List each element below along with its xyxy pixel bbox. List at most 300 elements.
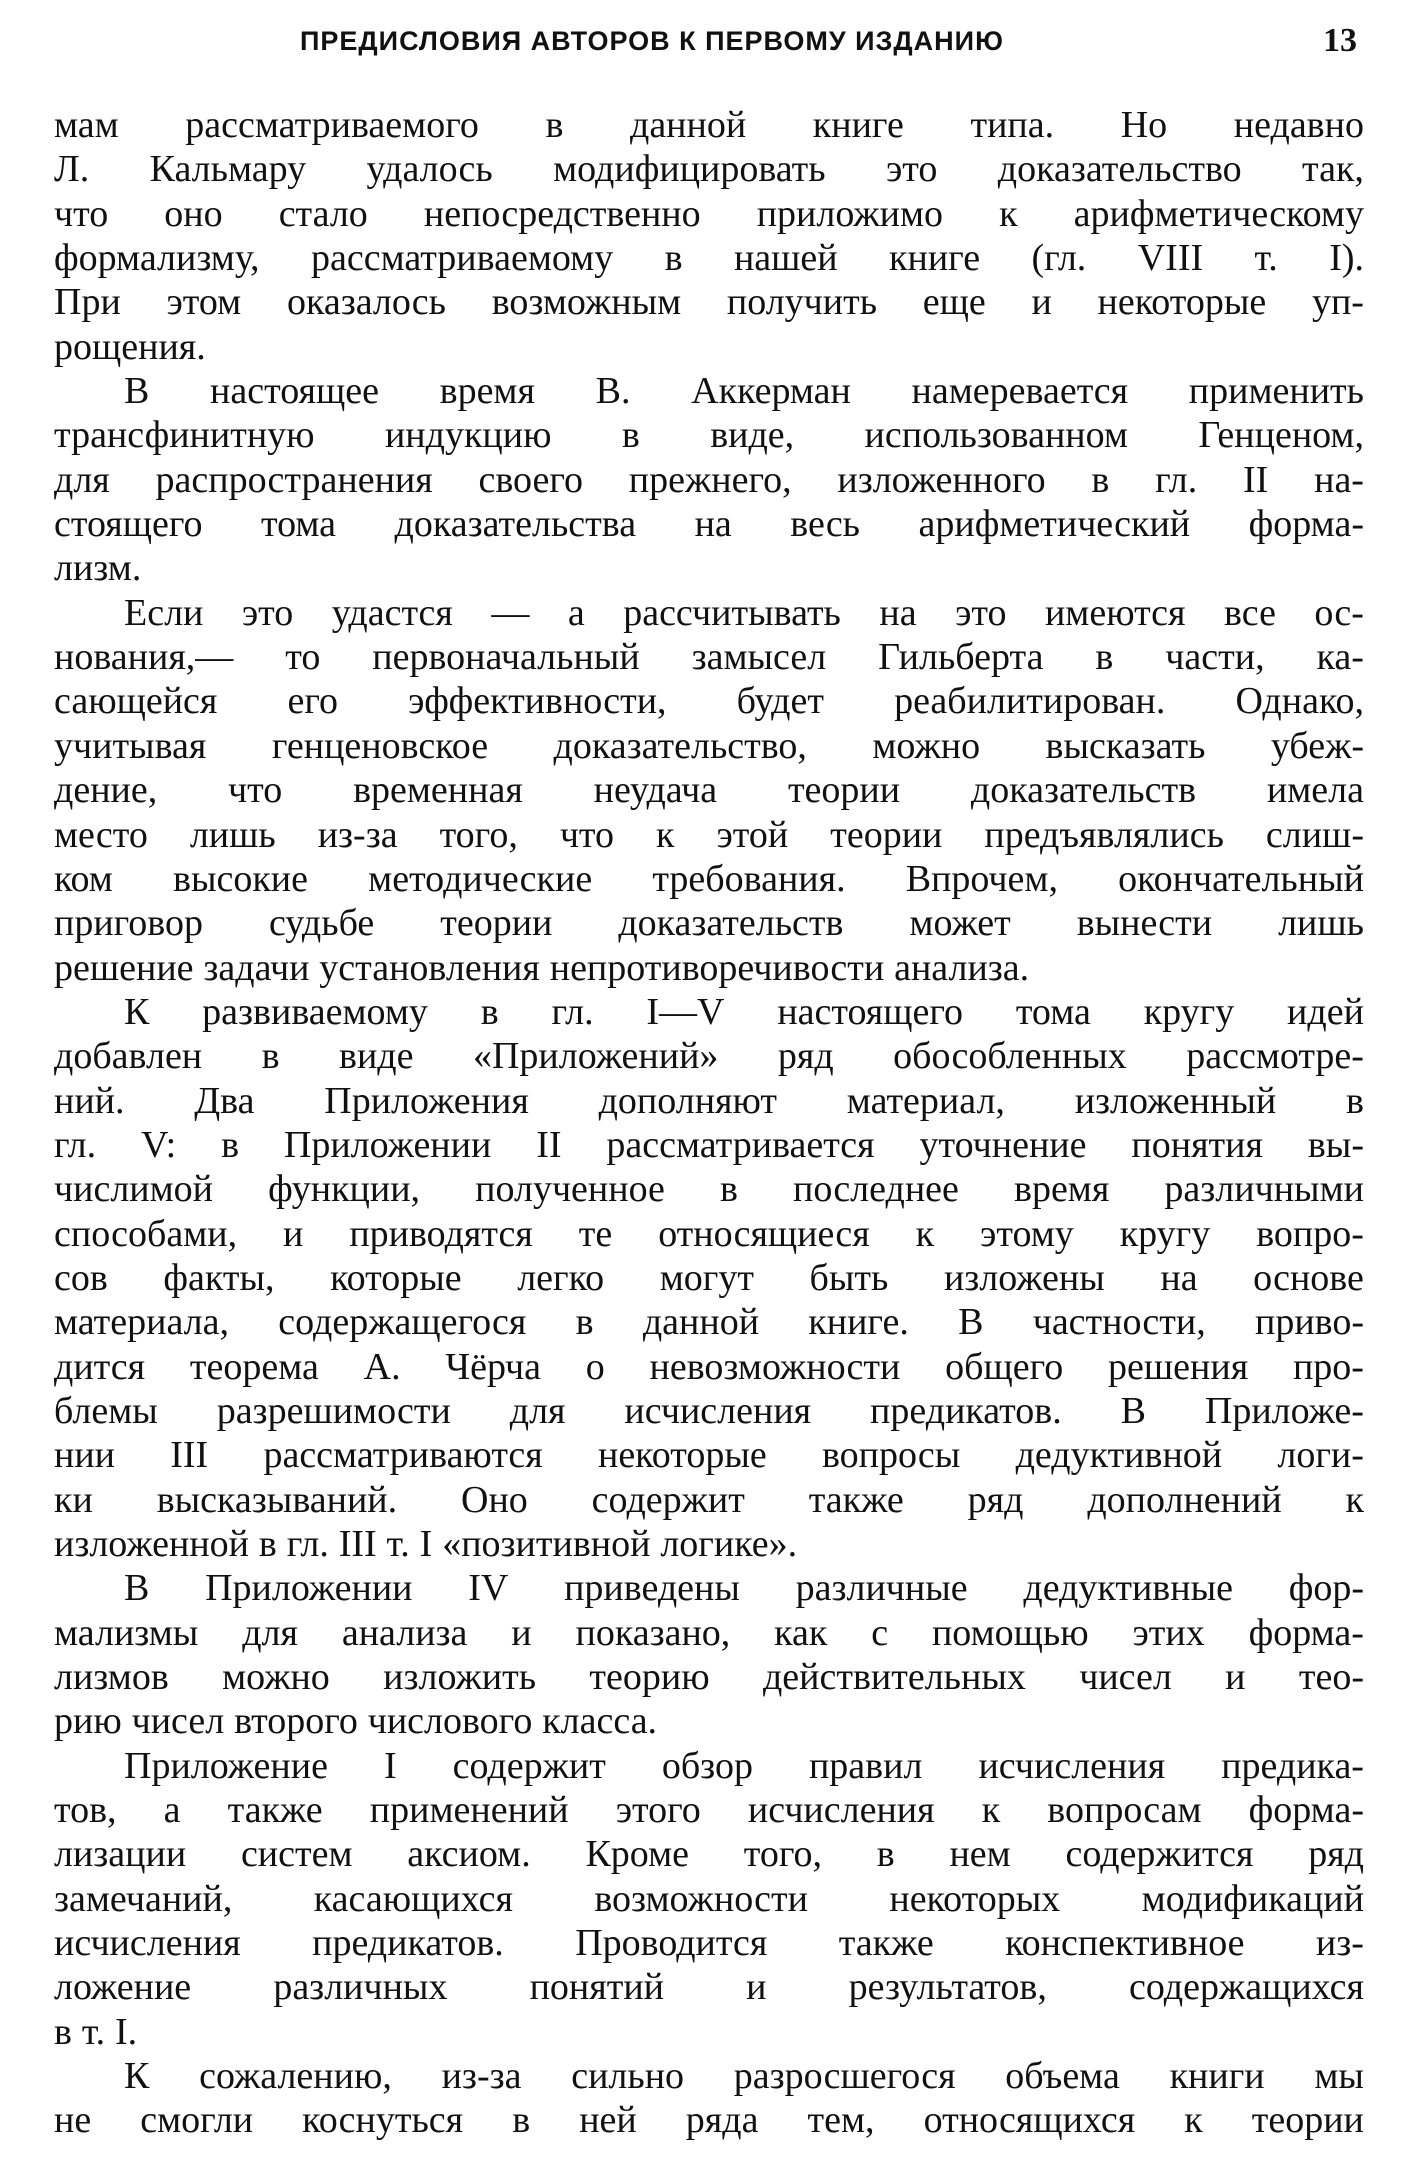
word: полученное [475,1168,665,1211]
word: — [491,591,530,634]
word: К [124,990,150,1033]
word: высказать [1045,724,1206,767]
word: некоторые [1097,281,1267,324]
word: добавлен [54,1035,203,1078]
word: В [124,1567,150,1610]
word: в [545,104,564,146]
text-line [54,1522,1364,1566]
word: а [163,1789,181,1832]
text-line [54,1478,1364,1522]
word: кругу [1143,990,1235,1033]
word: Кроме [585,1833,689,1876]
word: показано, [575,1611,731,1654]
word: нии [54,1434,116,1477]
word: задачи [203,946,310,989]
word: о [585,1345,605,1388]
word: предикатов. [870,1389,1062,1432]
word: для [242,1611,298,1654]
word: решения [1108,1345,1249,1388]
word: как [774,1611,828,1654]
word: все [1224,591,1276,634]
word: Если [124,591,204,634]
word: Приложении [205,1567,413,1610]
word: учитывая [54,724,207,767]
word: Л. [54,148,90,191]
word: гл. [286,1523,329,1565]
word: место [54,813,148,856]
word: того, [439,813,518,856]
text-line [54,1699,1364,1743]
page-number: 13 [1323,22,1357,59]
word: чисел [1079,1656,1172,1699]
word: систем [240,1833,353,1876]
word: тео- [1298,1656,1364,1699]
word: обособленных [893,1035,1127,1078]
word: недавно [1233,104,1364,146]
word: настоящего [777,990,964,1033]
word: неудача [593,769,718,812]
word: нем [949,1833,1011,1876]
word: относящиеся [658,1212,870,1255]
word: смогли [140,2099,254,2142]
word: Генценом, [1198,414,1364,457]
word: вопросам [1047,1789,1202,1832]
word: уп- [1311,281,1364,324]
word: быть [809,1256,889,1299]
text-line [54,502,1364,546]
word: ряд [777,1035,834,1078]
word: а [567,591,585,634]
word: кругу [1119,1212,1211,1255]
text-line [54,679,1364,723]
word: тома [1015,990,1091,1033]
word: Оно [461,1478,528,1521]
word: получить [726,281,878,324]
word: При [54,281,121,324]
word: виде [339,1035,414,1078]
word: исчисления [624,1389,812,1432]
word: в [258,1523,277,1565]
word: арифметическому [1073,192,1364,235]
word: тем, [807,2099,875,2142]
text-line [54,103,1364,147]
word: и [1031,281,1052,324]
body-text [54,103,1364,2143]
word: в [54,2010,72,2053]
text-line [54,2098,1364,2142]
word: Чёрча [445,1345,541,1388]
word: числимой [54,1168,213,1211]
word: анализа [341,1611,468,1654]
word: изложить [383,1656,537,1699]
word: к [999,192,1018,235]
word: приводятся [349,1212,533,1255]
text-line [54,813,1364,857]
word: форма- [1248,1789,1364,1832]
word: приво- [1254,1301,1364,1344]
text-line [54,635,1364,679]
word: сающейся [54,680,218,723]
word: I. [114,2010,138,2053]
word: лизмов [54,1656,169,1699]
text-line [54,2054,1364,2098]
word: III [170,1434,209,1477]
word: и [511,1611,532,1654]
word: теории [830,813,943,856]
word: т. [386,1523,410,1565]
word: также [808,1478,904,1521]
word: намеревается [911,370,1129,413]
text-line [54,192,1364,236]
word: про- [1292,1345,1364,1388]
word: частности, [1032,1301,1206,1344]
text-line [54,1123,1364,1167]
word: ней [579,2099,637,2142]
word: распространения [155,458,433,501]
word: можно [872,724,981,767]
word: теории [787,769,901,812]
word: т. [81,2010,106,2053]
word: Приложении [283,1123,492,1166]
word: методические [368,857,593,900]
word: слиш- [1265,813,1364,856]
word: высказываний. [156,1478,398,1521]
word: установления [319,946,540,989]
word: не [54,2099,92,2142]
word: В [958,1301,984,1344]
word: стоящего [54,503,203,546]
word: дополняют [598,1079,778,1122]
word: что [559,813,615,856]
word: VIII [1137,237,1204,280]
word: в [575,1301,594,1344]
word: решение [54,946,194,989]
word: книге. [808,1301,909,1344]
word: возможным [491,281,682,324]
word: замысел [691,636,827,679]
word: применений [369,1789,569,1832]
word: содержит [591,1478,745,1521]
word: форма- [1248,503,1364,546]
word: теорема [189,1345,319,1388]
word: содержится [1065,1833,1254,1876]
word: тов, [54,1789,117,1832]
text-line [54,546,1364,590]
word: II [1243,458,1269,501]
word: стало [278,192,368,235]
word: вынести [1076,902,1213,945]
word: в [221,1123,240,1166]
word: высокие [173,857,309,900]
word: блемы [54,1389,158,1432]
word: имеются [1044,591,1186,634]
word: К [124,2055,150,2098]
word: В. [595,370,631,413]
word: мализмы [54,1611,199,1654]
word: дение, [54,769,158,812]
word: в [512,2099,531,2142]
word: анализа. [894,946,1030,989]
word: обзор [661,1744,753,1787]
word: на [694,503,732,546]
word: приговор [54,902,203,945]
word: некоторые [597,1434,767,1477]
word: реабилитирован. [894,680,1166,723]
word: фор- [1288,1567,1364,1610]
word: и [1225,1656,1246,1699]
word: модифицировать [553,148,826,191]
word: Приложения [324,1079,529,1122]
word: логи- [1277,1434,1364,1477]
word: некоторых [889,1877,1061,1920]
word: форма- [1248,1611,1364,1654]
text-line [54,1256,1364,1300]
word: ки [54,1478,93,1521]
word: ряда [685,2099,759,2142]
word: непротиворечивости [549,946,885,989]
word: окончательный [1118,857,1364,900]
word: книги [1169,2055,1265,2098]
word: теорию [589,1656,710,1699]
text-line [54,1877,1364,1921]
word: изложены [943,1256,1105,1299]
word: вопро- [1256,1212,1364,1255]
word: идей [1287,990,1364,1033]
text-line [54,236,1364,280]
word: возможности [594,1877,808,1920]
word: еще [922,281,986,324]
word: рассматривается [606,1123,875,1166]
word: что [228,769,283,812]
word: с [871,1611,889,1654]
word: так, [1302,148,1364,191]
word: результатов, [848,1966,1047,2009]
word: на [879,591,917,634]
word: рассмотре- [1186,1035,1364,1078]
word: непосредственно [423,192,701,235]
text-line [54,1744,1364,1788]
word: дится [54,1345,146,1388]
text-line [54,2010,1364,2054]
word: тома [261,503,337,546]
word: различные [795,1567,968,1610]
word: формализму, [54,237,260,280]
word: Аккерман [691,370,851,413]
word: А. [363,1345,401,1388]
text-line [54,946,1364,990]
word: этом [166,281,242,324]
word: доказательств [618,902,844,945]
word: ряд [967,1478,1024,1521]
word: книге [812,104,904,146]
word: рию [54,1700,122,1743]
word: содержит [452,1744,606,1787]
word: Проводится [575,1922,768,1965]
word: содержащегося [278,1301,527,1344]
word: на [1160,1256,1198,1299]
word: к [915,1212,935,1255]
word: к [1345,1478,1364,1521]
text-line [54,1965,1364,2009]
text-line [54,280,1364,324]
word: будет [736,680,824,723]
word: гл. [551,990,594,1033]
word: его [287,680,339,723]
word: что [54,192,109,235]
word: Но [1120,104,1168,146]
word: первоначальный [372,636,640,679]
word: для [509,1389,566,1432]
word: доказательство [997,148,1242,191]
word: судьбе [268,902,375,945]
word: предикатов. [312,1922,504,1965]
text-line [54,413,1364,457]
word: факты, [163,1256,275,1299]
word: в [1091,458,1110,501]
word: функции, [268,1168,421,1211]
word: изложенного [837,458,1046,501]
word: модификаций [1141,1877,1364,1920]
word: требования. [652,857,846,900]
word: доказательств [970,769,1197,812]
word: нования,— [54,636,234,679]
word: дедуктивные [1023,1567,1233,1610]
word: рассчитывать [623,591,841,634]
word: теории [440,902,553,945]
word: материала, [54,1301,230,1344]
word: в [720,1168,738,1211]
word: исчисления [54,1922,241,1965]
word: лизм. [54,547,142,590]
word: Приложение [124,1744,328,1787]
text-line [54,1611,1364,1655]
word: прежнего, [628,458,792,501]
word: в [876,1833,895,1876]
word: из-за [317,813,398,856]
word: убеж- [1270,724,1364,767]
word: нашей [733,237,838,280]
text-line [54,325,1364,369]
word: время [1014,1168,1110,1211]
word: разрешимости [216,1389,451,1432]
word: того, [743,1833,822,1876]
word: этой [716,813,789,856]
text-line [54,1655,1364,1699]
word: оказалось [286,281,447,324]
word: гл. [1155,458,1198,501]
word: могут [659,1256,754,1299]
word: аксиом. [407,1833,531,1876]
word: приведены [564,1567,740,1610]
word: рассматриваются [263,1434,543,1477]
word: к [1184,2099,1203,2142]
word: в [1345,1079,1364,1122]
word: второго [234,1700,358,1743]
word: для [54,458,110,501]
word: способами, [54,1212,238,1255]
word: в [621,414,640,457]
word: к [656,813,675,856]
word: Однако, [1235,680,1364,723]
text-line [54,1212,1364,1256]
text-line [54,1921,1364,1965]
word: теории [1251,2099,1364,2142]
word: Гильберта [878,636,1044,679]
word: действительных [762,1656,1026,1699]
word: также [838,1922,934,1965]
word: трансфинитную [54,414,315,457]
word: общего [945,1345,1064,1388]
word: исчисления [978,1744,1166,1787]
word: материал, [846,1079,1005,1122]
word: I [419,1523,433,1565]
word: это [885,148,938,191]
word: замечаний, [54,1877,233,1920]
word: оно [164,192,223,235]
word: разросшегося [733,2055,956,2098]
word: удастся [331,591,453,634]
word: различных [273,1966,448,2009]
word: в [1095,636,1114,679]
word: последнее [793,1168,959,1211]
word: удалось [366,148,493,191]
word: Впрочем, [905,857,1058,900]
text-line [54,1167,1364,1211]
text-line [54,1433,1364,1477]
word: весь [790,503,861,546]
word: предика- [1221,1744,1364,1787]
word: настоящее [210,370,379,413]
word: IV [468,1567,509,1610]
word: имела [1266,769,1364,812]
text-line [54,901,1364,945]
word: уточнение [919,1123,1087,1166]
word: этого [615,1789,701,1832]
word: I [383,1744,397,1787]
word: «позитивной [442,1523,651,1565]
text-line [54,1832,1364,1876]
word: легко [517,1256,605,1299]
word: дополнений [1087,1478,1282,1521]
word: данной [642,1301,760,1344]
word: V: [141,1123,177,1166]
text-line [54,1034,1364,1078]
text-line [54,1389,1364,1433]
word: невозможности [649,1345,901,1388]
word: из- [1315,1922,1364,1965]
word: генценовское [271,724,489,767]
word: «Приложений» [472,1035,719,1078]
text-line [54,724,1364,768]
word: понятия [1131,1123,1263,1166]
text-line [54,857,1364,901]
word: II [536,1123,562,1166]
word: рощения. [54,325,206,368]
word: это [241,591,294,634]
text-line [54,1788,1364,1832]
word: Приложе- [1204,1389,1364,1432]
word: ос- [1314,591,1364,634]
word: ложение [54,1966,192,2009]
word: ком [54,857,113,900]
word: в [480,990,499,1033]
word: В [1120,1389,1146,1432]
text-line [54,990,1364,1034]
word: правил [808,1744,923,1787]
text-line [54,458,1364,502]
word: типа. [970,104,1055,146]
word: вы- [1307,1123,1364,1166]
